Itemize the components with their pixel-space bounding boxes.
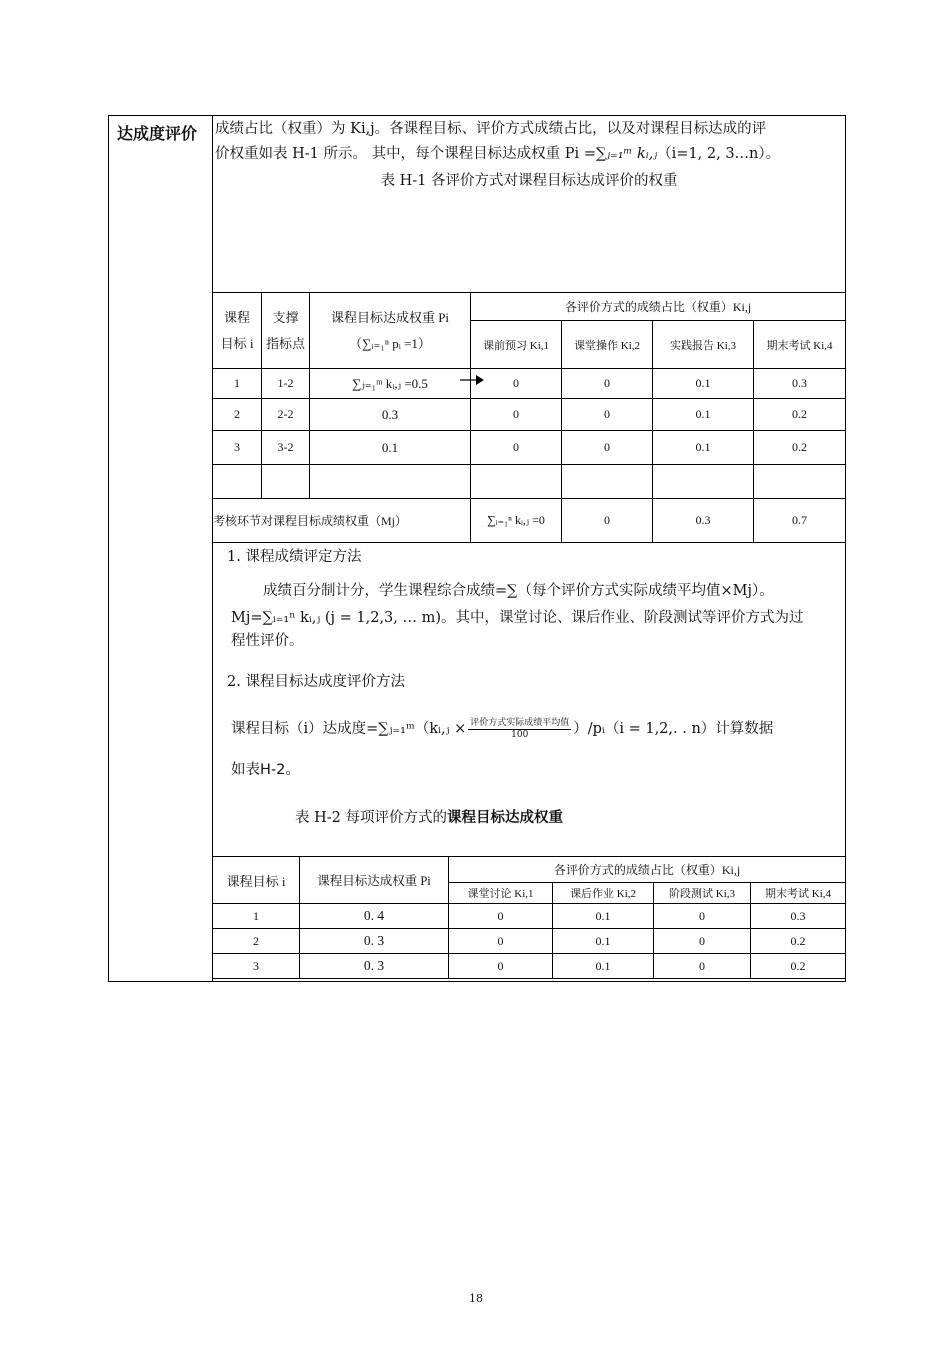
t2-sub-1: 课后作业 Ki,2 [553,883,654,904]
t2-sub-2: 阶段测试 Ki,3 [654,883,751,904]
t1-empty-1 [262,465,310,499]
method2-formula [231,717,843,741]
table2-caption-a: 表 H-2 每项评价方式的 [295,810,447,826]
t1-footer-label: 考核环节对课程目标成绩权重（Mj） [213,499,471,543]
method2-line-2: 如表H-2。 [231,762,300,778]
t1-sub-3: 期末考试 Ki,4 [754,321,846,369]
method2-formula-a: 课程目标（i）达成度=∑ⱼ₌₁ᵐ（kᵢ,ⱼ × [231,721,467,737]
t2-r2-k2: 0 [654,954,751,979]
t2-r1-k2: 0 [654,929,751,954]
table-h1 [212,292,846,543]
t1-r2-k2: 0.1 [653,431,754,465]
t1-footer-k0: 0 [562,499,653,543]
method2-fraction [468,718,571,741]
t1-footer-sum: ∑ᵢ₌₁ⁿ kᵢ,ⱼ =0 [471,499,562,543]
t1-r1-point: 2-2 [262,399,310,431]
t1-head-weight-l1: 课程目标达成权重 Pi [330,309,450,325]
t1-r0-k1: 0 [562,369,653,399]
t1-footer-k1: 0.3 [653,499,754,543]
t1-head-goal [213,293,262,369]
table-footer-row [213,499,846,543]
t2-r0-weight: 0. 4 [300,904,449,929]
t1-r2-i: 3 [213,431,262,465]
t2-r2-k0: 0 [449,954,553,979]
t2-sub-3: 期末考试 Ki,4 [751,883,846,904]
t1-empty-2 [310,465,471,499]
content-cell [213,116,845,981]
table-row [213,399,846,431]
t2-r1-k1: 0.1 [553,929,654,954]
method2-formula-b: ）/pᵢ（i = 1,2,. . n）计算数据 [573,721,774,737]
t1-head-point-l1: 支撑 [272,309,299,325]
t2-r0-k0: 0 [449,904,553,929]
t1-sub-1: 课堂操作 Ki,2 [562,321,653,369]
intro-line-1: 成绩占比（权重）为 Ki,j。各课程目标、评价方式成绩占比，以及对课程目标达成的评 [215,121,767,137]
table2-caption-b: 课程目标达成权重 [447,810,563,826]
t1-r0-i: 1 [213,369,262,399]
t2-r1-k0: 0 [449,929,553,954]
t1-head-goal-l2: 目标 i [220,335,254,351]
t1-head-goal-l1: 课程 [223,309,250,325]
t1-r0-k3: 0.3 [754,369,846,399]
t1-r0-k0: 0 [471,369,562,399]
t1-r2-weight: 0.1 [310,431,471,465]
t2-r2-k1: 0.1 [553,954,654,979]
t1-empty-6 [754,465,846,499]
method2-heading: 2. 课程目标达成度评价方法 [227,674,405,690]
t1-empty-5 [653,465,754,499]
t1-r2-k1: 0 [562,431,653,465]
method1-line-3: 程性评价。 [231,633,304,649]
table2-caption [295,806,835,830]
table-row [213,929,846,954]
t1-r0-k2: 0.1 [653,369,754,399]
t1-r2-point: 3-2 [262,431,310,465]
t2-r2-k3: 0.2 [751,954,846,979]
table-row [213,904,846,929]
t1-r1-i: 2 [213,399,262,431]
t1-r1-k3: 0.2 [754,399,846,431]
t1-head-weight [310,293,471,369]
t1-r1-k0: 0 [471,399,562,431]
t1-head-group: 各评价方式的成绩占比（权重）Ki,j [471,293,846,321]
t2-r0-i: 1 [213,904,300,929]
t1-empty-0 [213,465,262,499]
t1-r2-k0: 0 [471,431,562,465]
t1-head-weight-l2: （∑ᵢ₌₁ⁿ pᵢ =1） [349,335,431,351]
t2-head-weight: 课程目标达成权重 Pi [300,857,449,904]
t2-r2-i: 3 [213,954,300,979]
table-h2 [212,856,846,979]
arrow-icon [459,374,485,386]
frac-denominator: 100 [511,729,529,740]
t1-r2-k3: 0.2 [754,431,846,465]
table1-caption: 表 H-1 各评价方式对课程目标达成评价的权重 [380,173,678,189]
t1-r1-weight: 0.3 [310,399,471,431]
t2-head-group: 各评价方式的成绩占比（权重）Ki,j [449,857,846,883]
t1-r0-point: 1-2 [262,369,310,399]
intro-line-2 [215,142,845,166]
method1-heading: 1. 课程成绩评定方法 [227,549,362,565]
t2-sub-0: 课堂讨论 Ki,1 [449,883,553,904]
page-number: 18 [469,1292,483,1305]
t1-empty-4 [562,465,653,499]
t2-head-goal: 课程目标 i [213,857,300,904]
table-row [213,954,846,979]
intro-text-a: 价权重如表 H-1 所示。 其中，每个课程目标达成权重 Pi = [215,146,596,162]
t1-r1-k1: 0 [562,399,653,431]
t1-r1-k2: 0.1 [653,399,754,431]
intro-formula: ∑ⱼ₌₁ᵐ kᵢ,ⱼ [595,146,658,162]
intro-text-b: （i=1, 2, 3…n）。 [657,146,781,162]
t2-r0-k2: 0 [654,904,751,929]
t2-r0-k1: 0.1 [553,904,654,929]
table-row [213,369,846,399]
t1-head-point [262,293,310,369]
t2-r1-weight: 0. 3 [300,929,449,954]
t1-head-point-l2: 指标点 [265,335,305,351]
table-row-empty [213,465,846,499]
t1-sub-2: 实践报告 Ki,3 [653,321,754,369]
method1-line-2: Mj=∑ᵢ₌₁ⁿ kᵢ,ⱼ (j = 1,2,3, … m)。其中，课堂讨论、课后作业、阶段测试等评价方式为过 [231,610,804,626]
t1-footer-k2: 0.7 [754,499,846,543]
frac-numerator: 评价方式实际成绩平均值 [470,717,570,728]
t1-r0-weight: ∑ⱼ₌₁ᵐ kᵢ,ⱼ =0.5 [310,369,471,399]
method1-line-1: 成绩百分制计分，学生课程综合成绩=∑（每个评价方式实际成绩平均值×Mj）。 [263,583,774,599]
t1-sub-0: 课前预习 Ki,1 [471,321,562,369]
table-row [213,431,846,465]
t2-r0-k3: 0.3 [751,904,846,929]
evaluation-frame [108,115,846,982]
t2-r1-i: 2 [213,929,300,954]
t1-empty-3 [471,465,562,499]
section-label: 达成度评价 [117,124,198,143]
t2-r1-k3: 0.2 [751,929,846,954]
t2-r2-weight: 0. 3 [300,954,449,979]
section-label-cell [109,116,213,981]
